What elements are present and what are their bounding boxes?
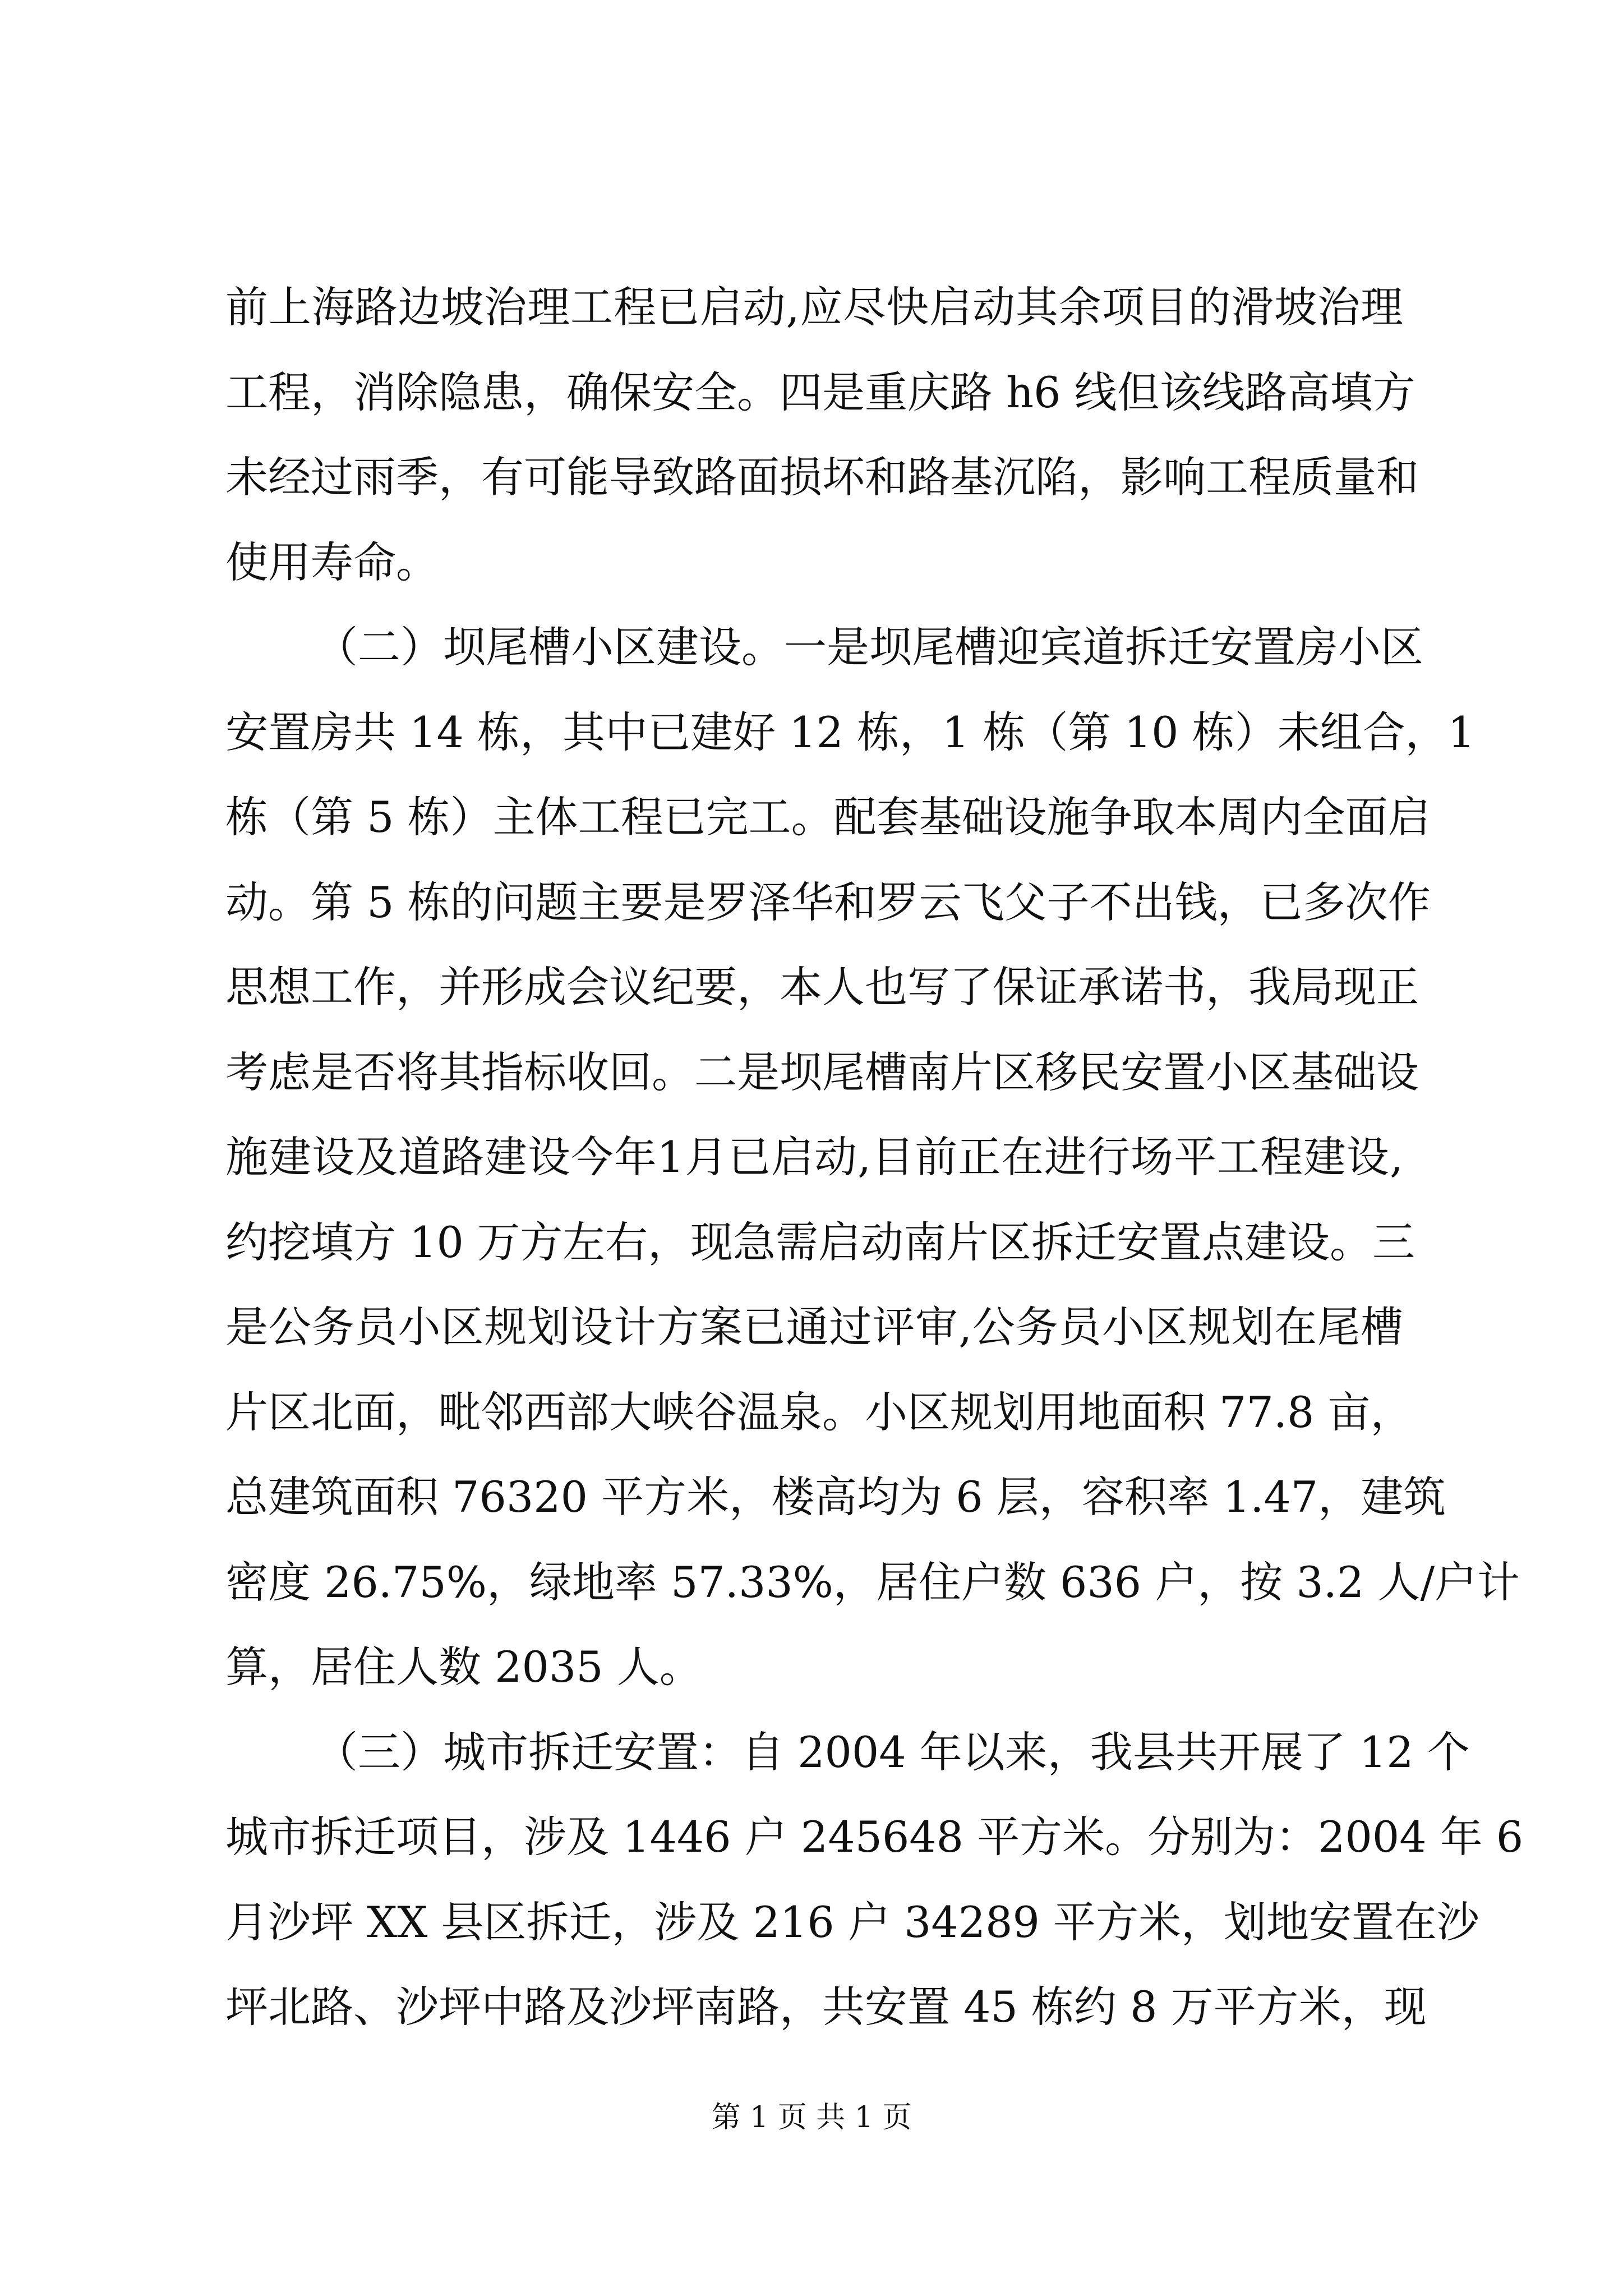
text-line-19: 城市拆迁项目，涉及 1446 户 245648 平方米。分别为：2004 年 6 [225,1812,1524,1862]
text-line-9: 思想工作，并形成会议纪要，本人也写了保证承诺书，我局现正 [225,962,1419,1012]
text-line-6: 安置房共 14 栋，其中已建好 12 栋，1 栋（第 10 栋）未组合，1 [225,707,1475,757]
text-line-20: 月沙坪 XX 县区拆迁，涉及 216 户 34289 平方米，划地安置在沙 [225,1897,1479,1947]
document-body [225,265,1524,2050]
text-line-1: 前上海路边坡治理工程已启动,应尽快启动其余项目的滑坡治理 [225,282,1403,332]
text-line-2: 工程，消除隐患，确保安全。四是重庆路 h6 线但该线路高填方 [225,367,1415,417]
text-line-8: 动。第 5 栋的问题主要是罗泽华和罗云飞父子不出钱，已多次作 [225,877,1431,927]
text-line-21: 坪北路、沙坪中路及沙坪南路，共安置 45 栋约 8 万平方米，现 [225,1982,1427,2032]
text-line-16: 密度 26.75%，绿地率 57.33%，居住户数 636 户，按 3.2 人/户计 [225,1557,1520,1607]
text-line-18: （三）城市拆迁安置：自 2004 年以来，我县共开展了 12 个 [315,1727,1470,1777]
page-footer: 第 1 页 共 1 页 [711,2101,912,2134]
text-line-14: 片区北面，毗邻西部大峡谷温泉。小区规划用地面积 77.8 亩， [225,1387,1413,1437]
text-line-7: 栋（第 5 栋）主体工程已完工。配套基础设施争取本周内全面启 [225,792,1431,842]
text-line-12: 约挖填方 10 万方左右，现急需启动南片区拆迁安置点建设。三 [225,1217,1415,1267]
text-line-5: （二）坝尾槽小区建设。一是坝尾槽迎宾道拆迁安置房小区 [315,622,1423,672]
text-line-4: 使用寿命。 [225,537,439,587]
text-line-10: 考虑是否将其指标收回。二是坝尾槽南片区移民安置小区基础设 [225,1047,1419,1097]
text-line-13: 是公务员小区规划设计方案已通过评审,公务员小区规划在尾槽 [225,1302,1403,1352]
text-line-11: 施建设及道路建设今年1月已启动,目前正在进行场平工程建设, [225,1132,1403,1182]
text-line-15: 总建筑面积 76320 平方米，楼高均为 6 层，容积率 1.47，建筑 [225,1472,1446,1522]
text-line-3: 未经过雨季，有可能导致路面损坏和路基沉陷，影响工程质量和 [225,452,1419,502]
text-line-17: 算，居住人数 2035 人。 [225,1642,702,1692]
